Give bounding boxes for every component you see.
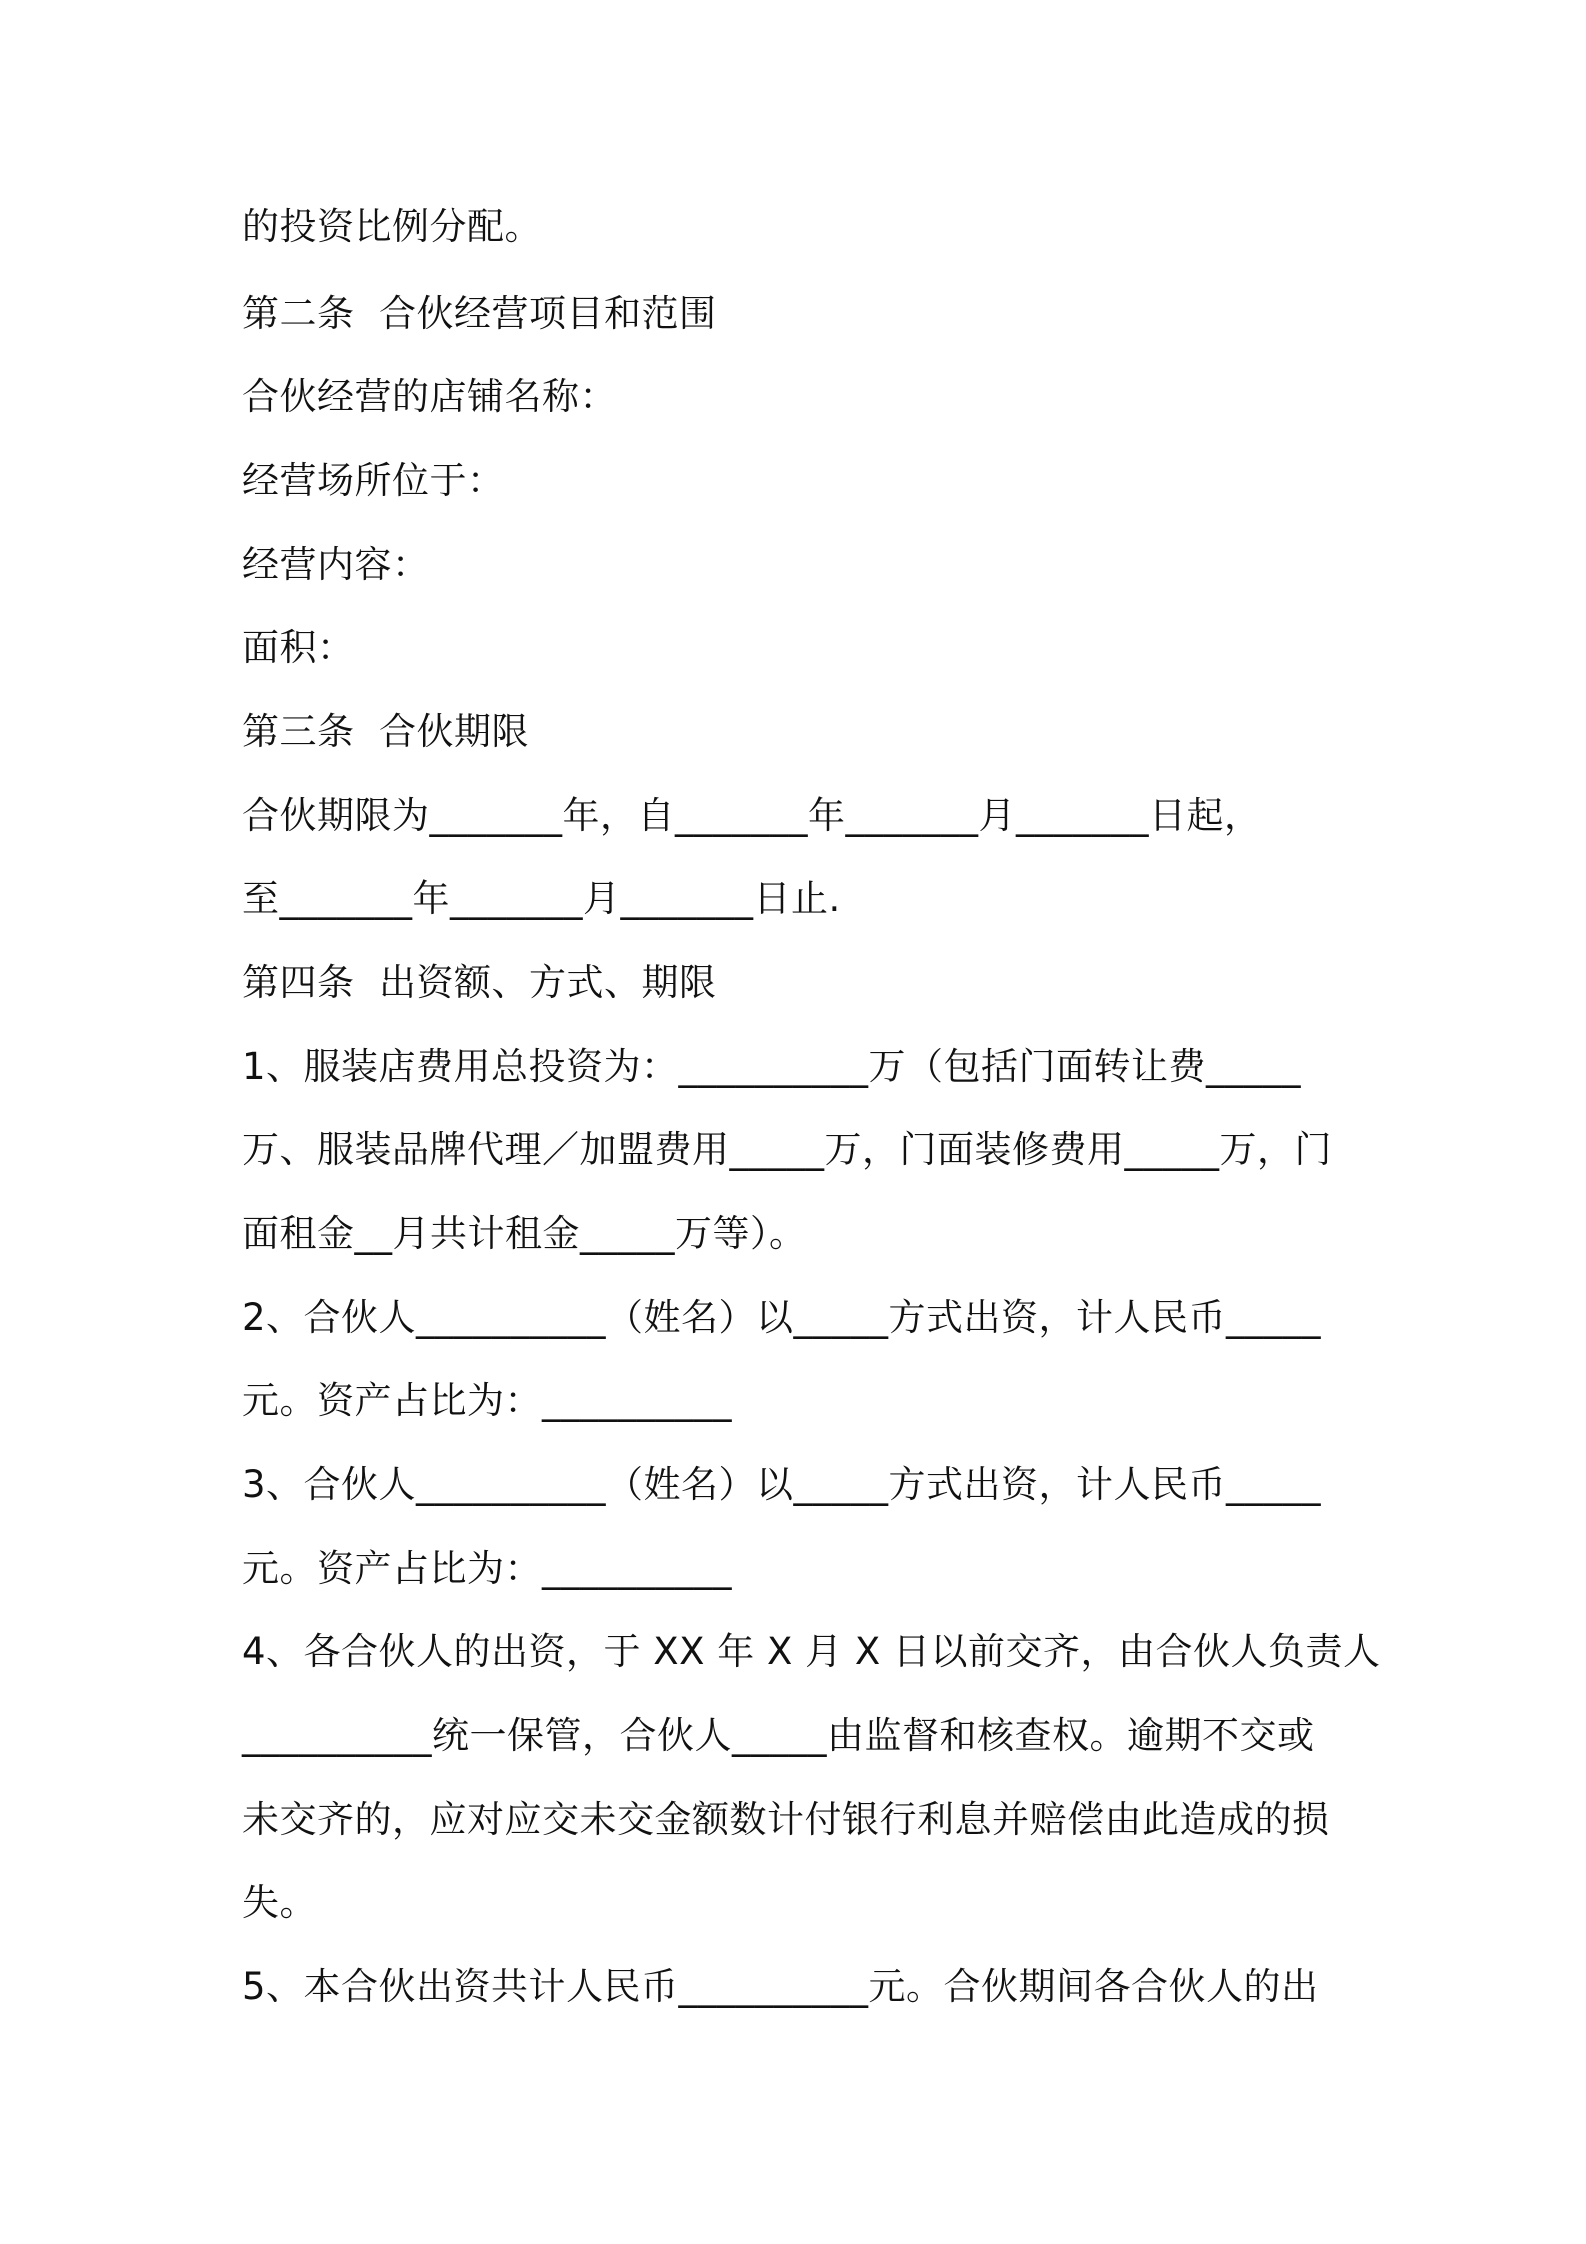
article-3-heading: 第三条 合伙期限 — [242, 710, 530, 753]
clause-1-line-3: 面租金__月共计租金_____万等）。 — [242, 1212, 807, 1255]
business-content-line: 经营内容： — [242, 543, 430, 586]
partnership-term-line: 合伙期限为_______年，自_______年_______月_______日起， — [242, 794, 1262, 837]
clause-4-line-2: __________统一保管，合伙人_____由监督和核查权。逾期不交或 — [242, 1714, 1315, 1757]
clause-4-line-3: 未交齐的，应对应交未交金额数计付银行利息并赔偿由此造成的损 — [242, 1798, 1330, 1841]
clause-4-line-1: 4、各合伙人的出资，于 XX 年 X 月 X 日以前交齐，由合伙人负责人 — [242, 1630, 1381, 1673]
article-4-heading: 第四条 出资额、方式、期限 — [242, 961, 717, 1004]
clause-2-line-2: 元。资产占比为：__________ — [242, 1379, 732, 1422]
shop-name-line: 合伙经营的店铺名称： — [242, 375, 617, 418]
text-line-continuation: 的投资比例分配。 — [242, 205, 542, 248]
clause-4-line-4: 失。 — [242, 1881, 317, 1924]
clause-2-line-1: 2、合伙人__________（姓名）以_____方式出资，计人民币_____ — [242, 1296, 1322, 1339]
clause-1-line-1: 1、服装店费用总投资为：__________万（包括门面转让费_____ — [242, 1045, 1302, 1088]
clause-5-line-1: 5、本合伙出资共计人民币__________元。合伙期间各合伙人的出 — [242, 1965, 1319, 2008]
partnership-term-end-line: 至_______年_______月_______日止. — [242, 877, 841, 920]
clause-1-line-2: 万、服装品牌代理／加盟费用_____万，门面装修费用_____万，门 — [242, 1128, 1332, 1171]
clause-3-line-2: 元。资产占比为：__________ — [242, 1547, 732, 1590]
business-location-line: 经营场所位于： — [242, 459, 505, 502]
clause-3-line-1: 3、合伙人__________（姓名）以_____方式出资，计人民币_____ — [242, 1463, 1322, 1506]
article-2-heading: 第二条 合伙经营项目和范围 — [242, 292, 717, 335]
area-line: 面积： — [242, 626, 355, 669]
